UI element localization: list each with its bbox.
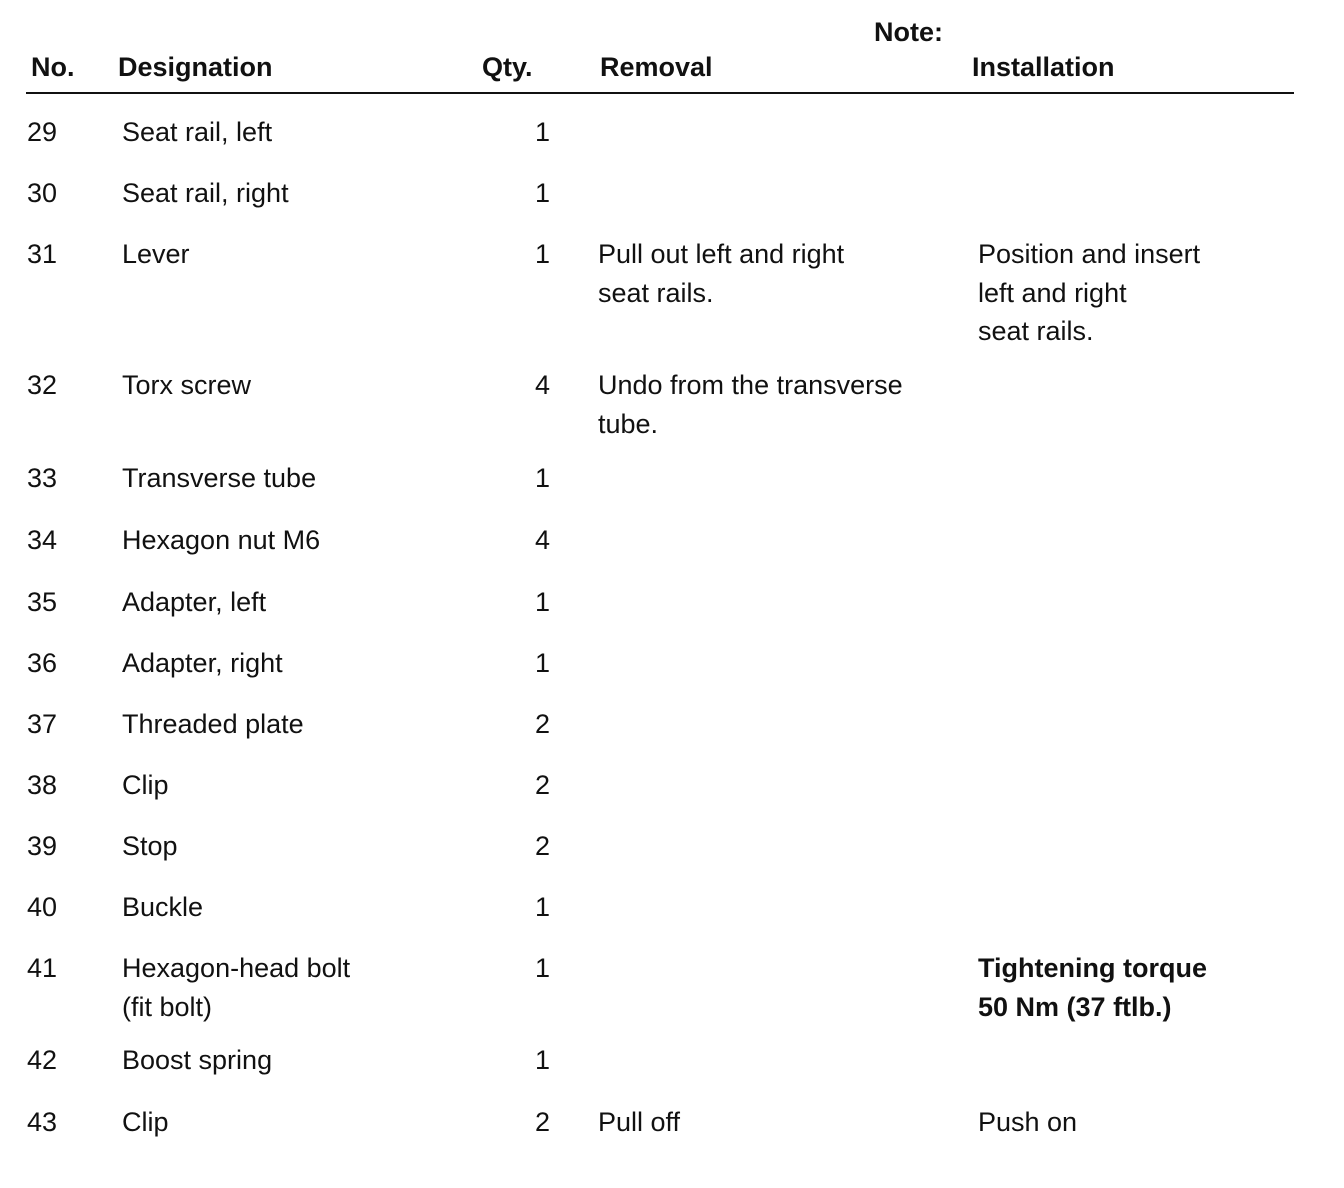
- part-designation: Boost spring: [122, 1045, 273, 1075]
- table-row: [0, 459, 1344, 521]
- part-quantity: 1: [534, 178, 550, 208]
- header-designation: Designation: [118, 52, 273, 82]
- part-designation: Clip: [122, 1107, 169, 1137]
- part-number: 43: [27, 1107, 58, 1137]
- table-row: [0, 888, 1344, 949]
- part-designation: Threaded plate: [122, 709, 304, 739]
- table-row: [0, 174, 1344, 235]
- note-label: Note:: [874, 17, 943, 47]
- part-designation: Buckle: [122, 892, 204, 922]
- removal-note: Undo from the transverse tube.: [598, 370, 903, 439]
- header-qty: Qty.: [482, 52, 533, 82]
- part-quantity: 2: [534, 831, 550, 861]
- part-designation: Stop: [122, 831, 178, 861]
- part-quantity: 1: [534, 587, 550, 617]
- part-designation: Hexagon nut M6: [122, 525, 321, 555]
- part-number: 36: [27, 648, 58, 678]
- installation-note: Tightening torque 50 Nm (37 ftlb.): [978, 953, 1207, 1022]
- part-quantity: 1: [534, 1045, 550, 1075]
- part-number: 35: [27, 587, 58, 617]
- part-designation: Clip: [122, 770, 169, 800]
- installation-note: Push on: [978, 1107, 1078, 1137]
- part-designation: Seat rail, right: [122, 178, 289, 208]
- table-row: [0, 366, 1344, 459]
- part-number: 32: [27, 370, 58, 400]
- part-number: 34: [27, 525, 58, 555]
- header-removal: Removal: [600, 52, 713, 82]
- part-designation: Adapter, left: [122, 587, 267, 617]
- part-quantity: 4: [534, 370, 550, 400]
- part-quantity: 2: [534, 709, 550, 739]
- table-row: [0, 521, 1344, 583]
- part-quantity: 1: [534, 117, 550, 147]
- table-row: [0, 1041, 1344, 1103]
- part-number: 42: [27, 1045, 58, 1075]
- part-designation: Hexagon-head bolt (fit bolt): [122, 953, 351, 1022]
- header-installation: Installation: [972, 52, 1115, 82]
- table-row: [0, 583, 1344, 644]
- part-number: 41: [27, 953, 58, 983]
- part-number: 31: [27, 239, 58, 269]
- part-number: 33: [27, 463, 58, 493]
- table-row: [0, 113, 1344, 174]
- part-quantity: 2: [534, 770, 550, 800]
- part-quantity: 1: [534, 892, 550, 922]
- part-quantity: 1: [534, 463, 550, 493]
- part-number: 30: [27, 178, 58, 208]
- table-row: [0, 1103, 1344, 1164]
- part-number: 39: [27, 831, 58, 861]
- table-row: [0, 827, 1344, 888]
- table-row: [0, 705, 1344, 766]
- removal-note: Pull off: [598, 1107, 681, 1137]
- removal-note: Pull out left and right seat rails.: [598, 239, 845, 308]
- part-number: 40: [27, 892, 58, 922]
- table-row: [0, 644, 1344, 705]
- part-quantity: 1: [534, 953, 550, 983]
- part-quantity: 1: [534, 648, 550, 678]
- part-designation: Transverse tube: [122, 463, 317, 493]
- table-row: [0, 235, 1344, 366]
- part-quantity: 2: [534, 1107, 550, 1137]
- part-quantity: 4: [534, 525, 550, 555]
- header-no: No.: [31, 52, 75, 82]
- parts-table-body: [0, 113, 1344, 1164]
- part-designation: Torx screw: [122, 370, 252, 400]
- table-row: [0, 949, 1344, 1041]
- part-number: 37: [27, 709, 58, 739]
- part-quantity: 1: [534, 239, 550, 269]
- table-row: [0, 766, 1344, 827]
- part-designation: Seat rail, left: [122, 117, 273, 147]
- part-designation: Adapter, right: [122, 648, 283, 678]
- part-number: 29: [27, 117, 58, 147]
- installation-note: Position and insert left and right seat rails.: [978, 239, 1201, 346]
- part-designation: Lever: [122, 239, 190, 269]
- header-divider: [26, 92, 1294, 94]
- part-number: 38: [27, 770, 58, 800]
